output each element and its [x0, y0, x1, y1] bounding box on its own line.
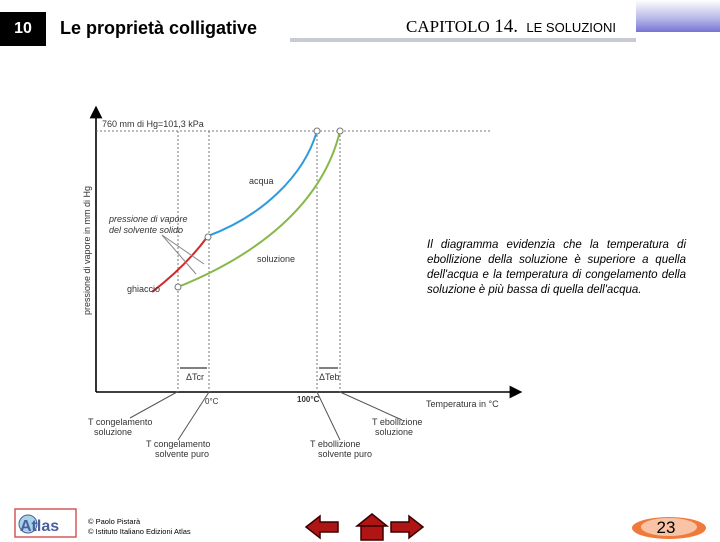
copyright-line1: © Paolo Pistarà	[88, 517, 141, 526]
copyright	[88, 517, 191, 537]
x-axis-label: Temperatura in °C	[426, 399, 499, 409]
t-freeze-solution-line2: soluzione	[94, 427, 133, 437]
boil-point-solution	[337, 128, 343, 134]
t-freeze-solvent-line2: solvente puro	[155, 449, 210, 459]
solution-curve-label: soluzione	[257, 254, 296, 264]
chapter-number: 10	[14, 20, 32, 37]
t-freeze-solution-line1: T congelamento	[88, 417, 153, 427]
logo-text: Atlas	[20, 518, 60, 535]
atlas-logo	[14, 508, 77, 538]
pointer-boil-solvent	[317, 392, 340, 440]
ice-curve-label: ghiaccio	[127, 284, 161, 294]
t-freeze-solvent-line1: T congelamento	[146, 439, 211, 449]
y-axis-label: pressione di vapore in mm di Hg	[82, 185, 92, 315]
home-icon	[357, 514, 387, 540]
delta-tcr-label: ΔTcr	[186, 372, 205, 382]
copyright-line2: © Istituto Italiano Edizioni Atlas	[88, 527, 191, 536]
t-boil-solution-line2: soluzione	[375, 427, 414, 437]
water-curve-label: acqua	[249, 176, 274, 186]
boil-point-solvent	[314, 128, 320, 134]
chapter-label-word: CAPITOLO	[406, 17, 490, 36]
ice-curve	[152, 236, 208, 292]
delta-teb-label: ΔTeb	[319, 372, 340, 382]
solid-vapor-label-line1: pressione di vapore	[109, 214, 188, 224]
solid-vapor-label-line2: del solvente solido	[109, 225, 184, 235]
pointer-boil-solution	[340, 392, 402, 420]
page-number: 23	[656, 518, 676, 537]
section-title: Le proprietà colligative	[60, 18, 258, 38]
triple-point-solution	[175, 284, 181, 290]
t-boil-solution-line1: T ebollizione	[372, 417, 423, 427]
previous-button[interactable]	[302, 512, 344, 542]
triple-point-solvent	[205, 234, 211, 240]
arrow-left-icon	[306, 516, 338, 538]
chapter-label-topic: LE SOLUZIONI	[526, 20, 616, 35]
chapter-label-num: 14.	[494, 16, 518, 37]
t-boil-solvent-line2: solvente puro	[318, 449, 373, 459]
tick-100-label: 100°C	[297, 395, 320, 404]
tick-0-label: 0°C	[205, 397, 219, 406]
pointer-freeze-solution	[130, 392, 177, 418]
t-boil-solvent-line1: T ebollizione	[310, 439, 361, 449]
pressure-760-label: 760 mm di Hg=101,3 kPa	[102, 119, 204, 129]
diagram-description: Il diagramma evidenzia che la temperatura di ebollizione della soluzione è superiore a quella dell'acqua e la temperatura di congelamento della soluzione è più bassa di quella dell'acqua.	[427, 239, 686, 296]
arrow-right-icon	[391, 516, 423, 538]
next-button[interactable]	[385, 512, 427, 542]
